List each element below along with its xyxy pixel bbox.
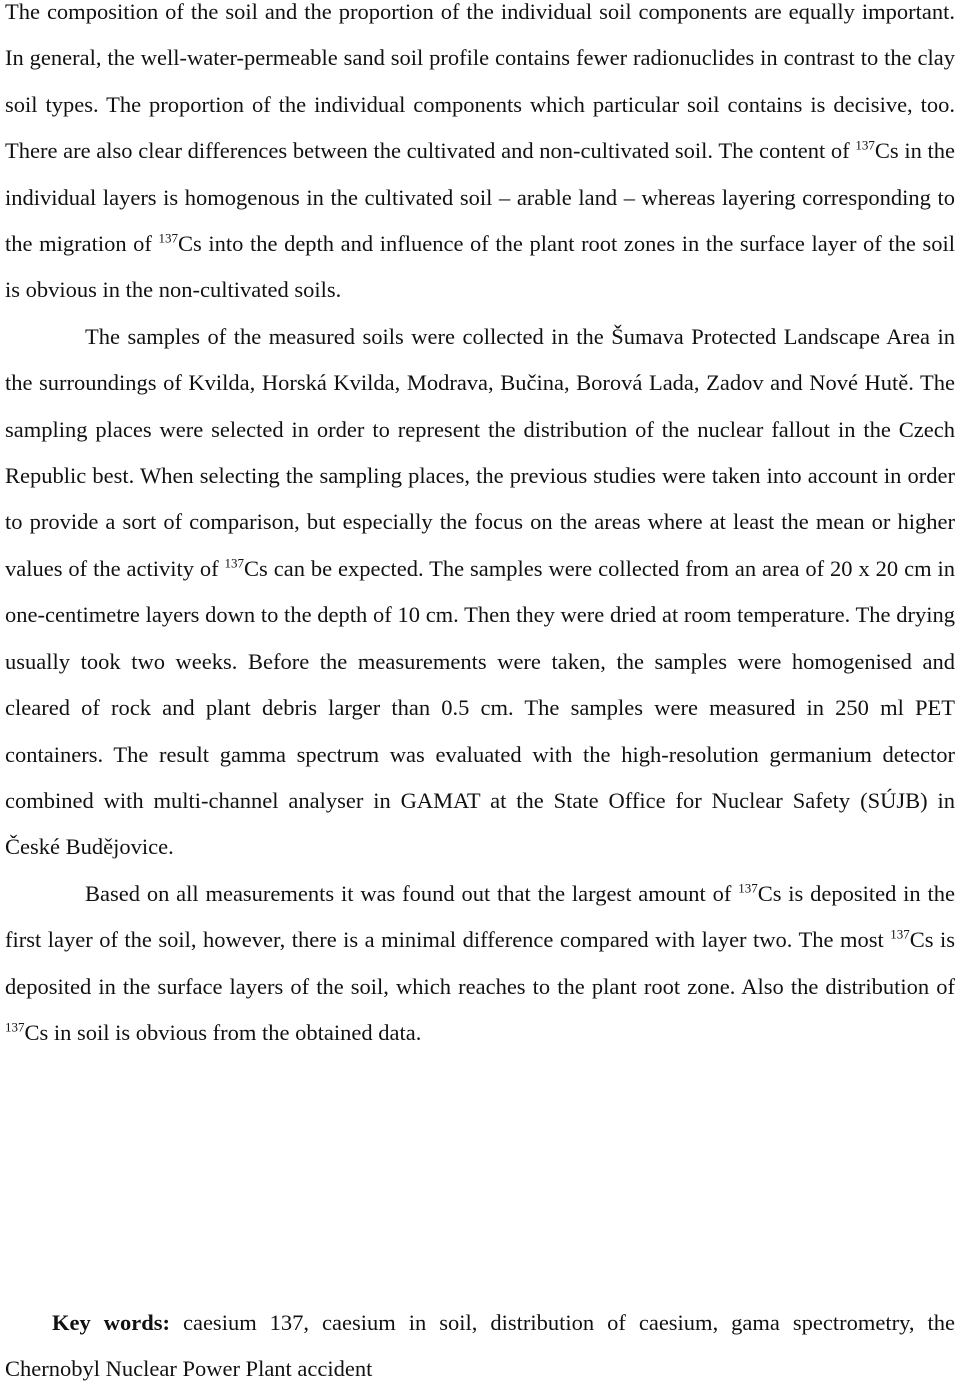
document-page [5,0,955,1382]
paragraph-results [5,871,955,1057]
paragraph-soil-composition [5,0,955,314]
keywords-paragraph [5,1300,955,1393]
paragraph-text: Cs in the individual layers is homogenous in the cultivated soil – arable land – whereas layering corresponding to the migration of [5,138,955,257]
keywords-label: Key words: [52,1310,170,1335]
superscript-mass-number: 137 [855,137,875,153]
superscript-mass-number: 137 [738,880,758,896]
paragraph-text: The composition of the soil and the proportion of the individual soil components are equally important. In general, the well-water-permeable sand soil profile contains fewer radionuclides in contrast to the clay soil types. The proportion of the individual components which particular soil contains is decisive, too. There are also clear differences between the cultivated and non-cultivated soil. The content of [5,0,955,164]
paragraph-text: Cs can be expected. The samples were collected from an area of 20 x 20 cm in one-centimetre layers down to the depth of 10 cm. Then they were dried at room temperature. The drying usually took two weeks. Before the measurements were taken, the samples were homogenised and cleared of rock and plant debris larger than 0.5 cm. The samples were measured in 250 ml PET containers. The result gamma spectrum was evaluated with the high-resolution germanium detector combined with multi-channel analyser in GAMAT at the State Office for Nuclear Safety (SÚJB) in České Budějovice. [5,555,955,860]
paragraph-text: The samples of the measured soils were collected in the Šumava Protected Landscape Area in the surroundings of Kvilda, Horská Kvilda, Modrava, Bučina, Borová Lada, Zadov and Nové Hutě. The sampling places were selected in order to represent the distribution of the nuclear fallout in the Czech Republic best. When selecting the sampling places, the previous studies were taken into account in order to provide a sort of comparison, but especially the focus on the areas where at least the mean or higher values of the activity of [5,323,955,581]
paragraph-text: Cs is deposited in the first layer of the soil, however, there is a minimal difference compared with layer two. The most [5,880,955,953]
paragraph-text: Cs into the depth and influence of the plant root zones in the surface layer of the soil is obvious in the non-cultivated soils. [5,231,955,303]
paragraph-text: Cs is deposited in the surface layers of the soil, which reaches to the plant root zone. Also the distribution of [5,927,955,999]
superscript-mass-number: 137 [890,926,910,942]
paragraph-text: Based on all measurements it was found out that the largest amount of [85,880,739,906]
paragraph-text: Cs in soil is obvious from the obtained data. [24,1019,422,1045]
superscript-mass-number: 137 [5,1019,25,1035]
superscript-mass-number: 137 [158,230,179,246]
keywords-text: caesium 137, caesium in soil, distribution of caesium, gama spectrometry, the Chernobyl Nuclear Power Plant accident [5,1310,955,1382]
superscript-mass-number: 137 [224,555,245,571]
paragraph-sampling-methods [5,314,955,871]
